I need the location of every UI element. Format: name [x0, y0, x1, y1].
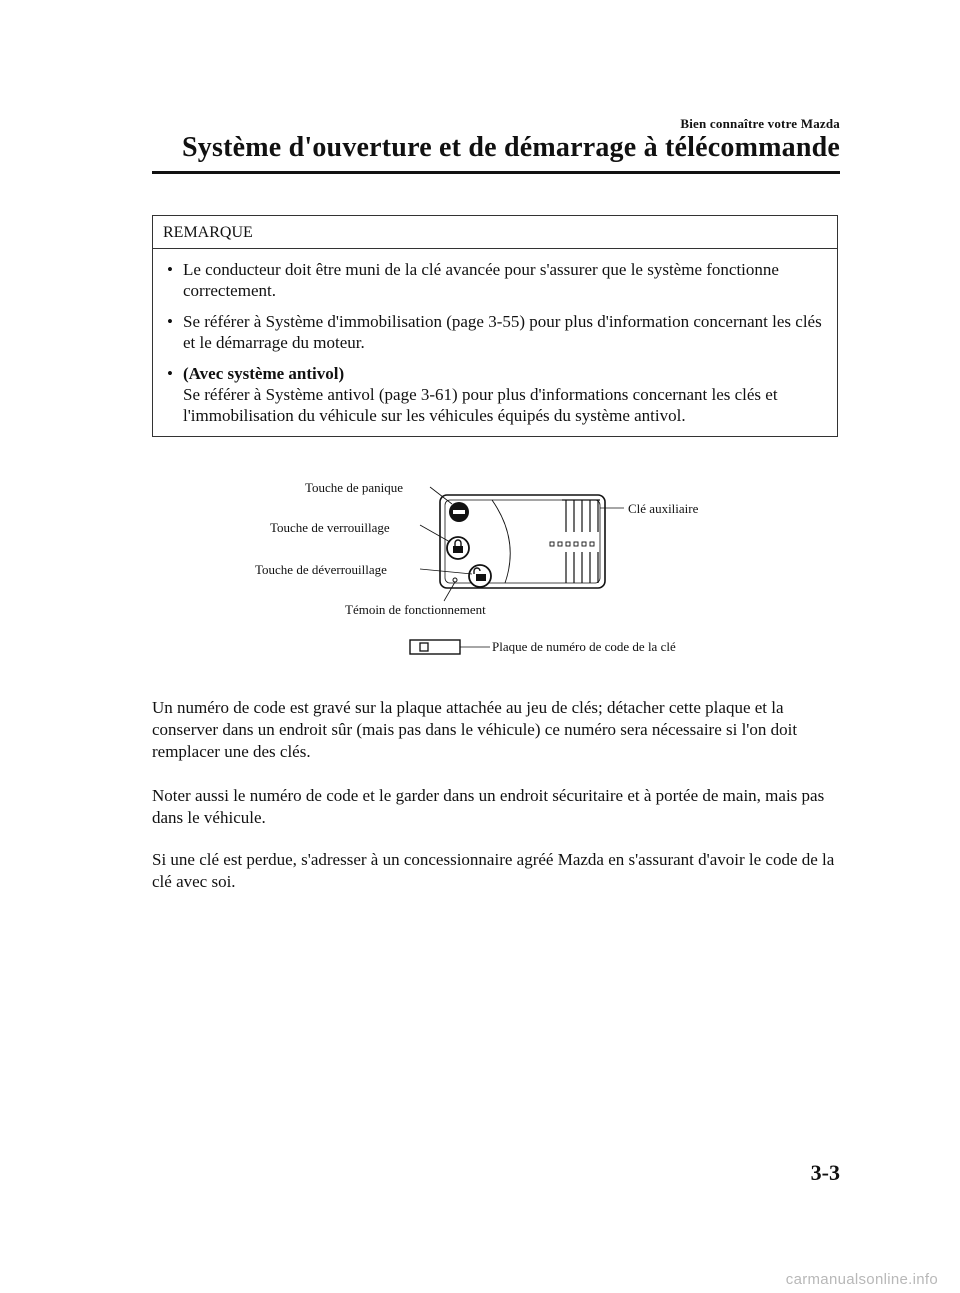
label-code-plate: Plaque de numéro de code de la clé — [492, 639, 676, 654]
note-item-text: Le conducteur doit être muni de la clé avancée pour s'assurer que le système fonctionne correctement. — [183, 260, 779, 300]
label-unlock-button: Touche de déverrouillage — [255, 562, 387, 577]
key-figure — [0, 470, 960, 670]
paragraph-code-number: Un numéro de code est gravé sur la plaque attachée au jeu de clés; détacher cette plaque et la conserver dans un endroit sûr (mais pas dans le véhicule) ce numéro sera nécessaire si l'on doit remplacer une des clés. — [152, 698, 798, 761]
page-title: Système d'ouverture et de démarrage à télécommande — [182, 132, 840, 163]
header-rule — [152, 171, 840, 174]
key-illustration — [0, 470, 960, 670]
label-lock-button: Touche de verrouillage — [270, 520, 390, 535]
note-item-text: Se référer à Système antivol (page 3-61) pour plus d'informations concernant les clés et l'immobilisation du véhicule sur les véhicules équipés du système antivol. — [183, 385, 778, 425]
note-item-text: Se référer à Système d'immobilisation (page 3-55) pour plus d'information concernant les clés et le démarrage du moteur. — [183, 312, 822, 352]
bullet-icon: • — [167, 364, 173, 383]
bullet-icon: • — [167, 312, 173, 331]
note-list — [153, 249, 837, 436]
bullet-icon: • — [167, 260, 173, 279]
label-indicator: Témoin de fonctionnement — [345, 602, 486, 617]
note-item — [163, 311, 827, 353]
watermark: carmanualsonline.info — [785, 1271, 938, 1288]
paragraph-note-code: Noter aussi le numéro de code et le garder dans un endroit sécuritaire et à portée de main, mais pas dans le véhicule. — [152, 786, 825, 827]
note-box — [152, 215, 838, 437]
note-item-bold: (Avec système antivol) — [183, 364, 345, 383]
label-panic-button: Touche de panique — [305, 480, 403, 495]
note-heading: REMARQUE — [153, 216, 837, 249]
label-aux-key: Clé auxiliaire — [628, 501, 699, 516]
paragraph-lost-key: Si une clé est perdue, s'adresser à un concessionnaire agréé Mazda en s'assurant d'avoir le code de la clé avec soi. — [152, 850, 835, 891]
note-item — [163, 259, 827, 301]
code-plate-icon — [410, 640, 460, 654]
note-item — [163, 363, 827, 426]
page-number: 3-3 — [810, 1160, 840, 1185]
header-section: Bien connaître votre Mazda — [680, 116, 840, 131]
